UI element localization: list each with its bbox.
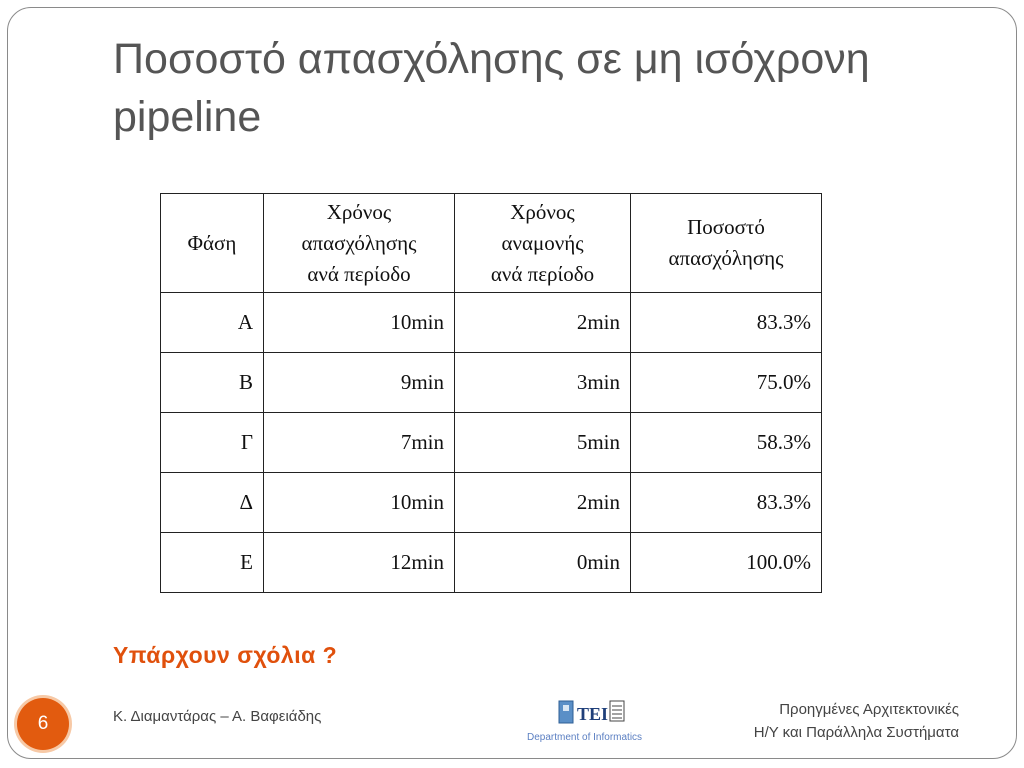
footer-course (754, 698, 959, 744)
cell-busy-time: 10min (264, 293, 455, 353)
cell-busy-time: 12min (264, 533, 455, 593)
cell-wait-time: 0min (455, 533, 631, 593)
header-wait-time-line: αναμονής (501, 230, 584, 255)
table-row (161, 413, 822, 473)
header-busy-percent (631, 194, 822, 293)
table-row (161, 353, 822, 413)
header-wait-time (455, 194, 631, 293)
comments-question: Υπάρχουν σχόλια ? (113, 642, 338, 668)
busy-rate-table (160, 193, 822, 593)
footer-authors: Κ. Διαμαντάρας – Α. Βαφειάδης (113, 708, 322, 725)
cell-phase: Α (161, 293, 264, 353)
cell-busy-percent: 75.0% (631, 353, 822, 413)
cell-busy-time: 7min (264, 413, 455, 473)
header-busy-percent-line: Ποσοστό (687, 215, 765, 239)
cell-wait-time: 2min (455, 293, 631, 353)
table-header-row (161, 194, 822, 293)
header-busy-time (264, 194, 455, 293)
table-row (161, 533, 822, 593)
header-wait-time-line: ανά περίοδο (490, 261, 595, 286)
header-wait-time-line: Χρόνος (510, 199, 575, 224)
header-busy-percent-line: απασχόλησης (668, 246, 784, 270)
cell-busy-percent: 83.3% (631, 473, 822, 533)
page-number-badge: 6 (17, 698, 69, 750)
header-busy-time-line: απασχόλησης (301, 230, 417, 255)
footer-course-line1: Προηγμένες Αρχιτεκτονικές (779, 701, 959, 718)
table-row (161, 473, 822, 533)
footer-course-line2: Η/Υ και Παράλληλα Συστήματα (753, 724, 959, 741)
svg-text:TEI: TEI (577, 704, 609, 724)
slide-title: Ποσοστό απασχόλησης σε μη ισόχρονη pipeline (113, 35, 870, 141)
department-logo (525, 698, 680, 746)
header-busy-time-line: Χρόνος (326, 199, 392, 224)
logo-caption: Department of Informatics (527, 732, 643, 743)
header-busy-time-line: ανά περίοδο (307, 261, 411, 286)
cell-busy-percent: 83.3% (631, 293, 822, 353)
cell-wait-time: 2min (455, 473, 631, 533)
cell-wait-time: 5min (455, 413, 631, 473)
cell-busy-time: 10min (264, 473, 455, 533)
cell-busy-percent: 100.0% (631, 533, 822, 593)
cell-busy-time: 9min (264, 353, 455, 413)
cell-phase: Ε (161, 533, 264, 593)
header-phase (161, 194, 264, 293)
cell-phase: Γ (161, 413, 264, 473)
cell-busy-percent: 58.3% (631, 413, 822, 473)
cell-wait-time: 3min (455, 353, 631, 413)
table-row (161, 293, 822, 353)
cell-phase: Β (161, 353, 264, 413)
cell-phase: Δ (161, 473, 264, 533)
header-phase-line: Φάση (187, 230, 237, 255)
